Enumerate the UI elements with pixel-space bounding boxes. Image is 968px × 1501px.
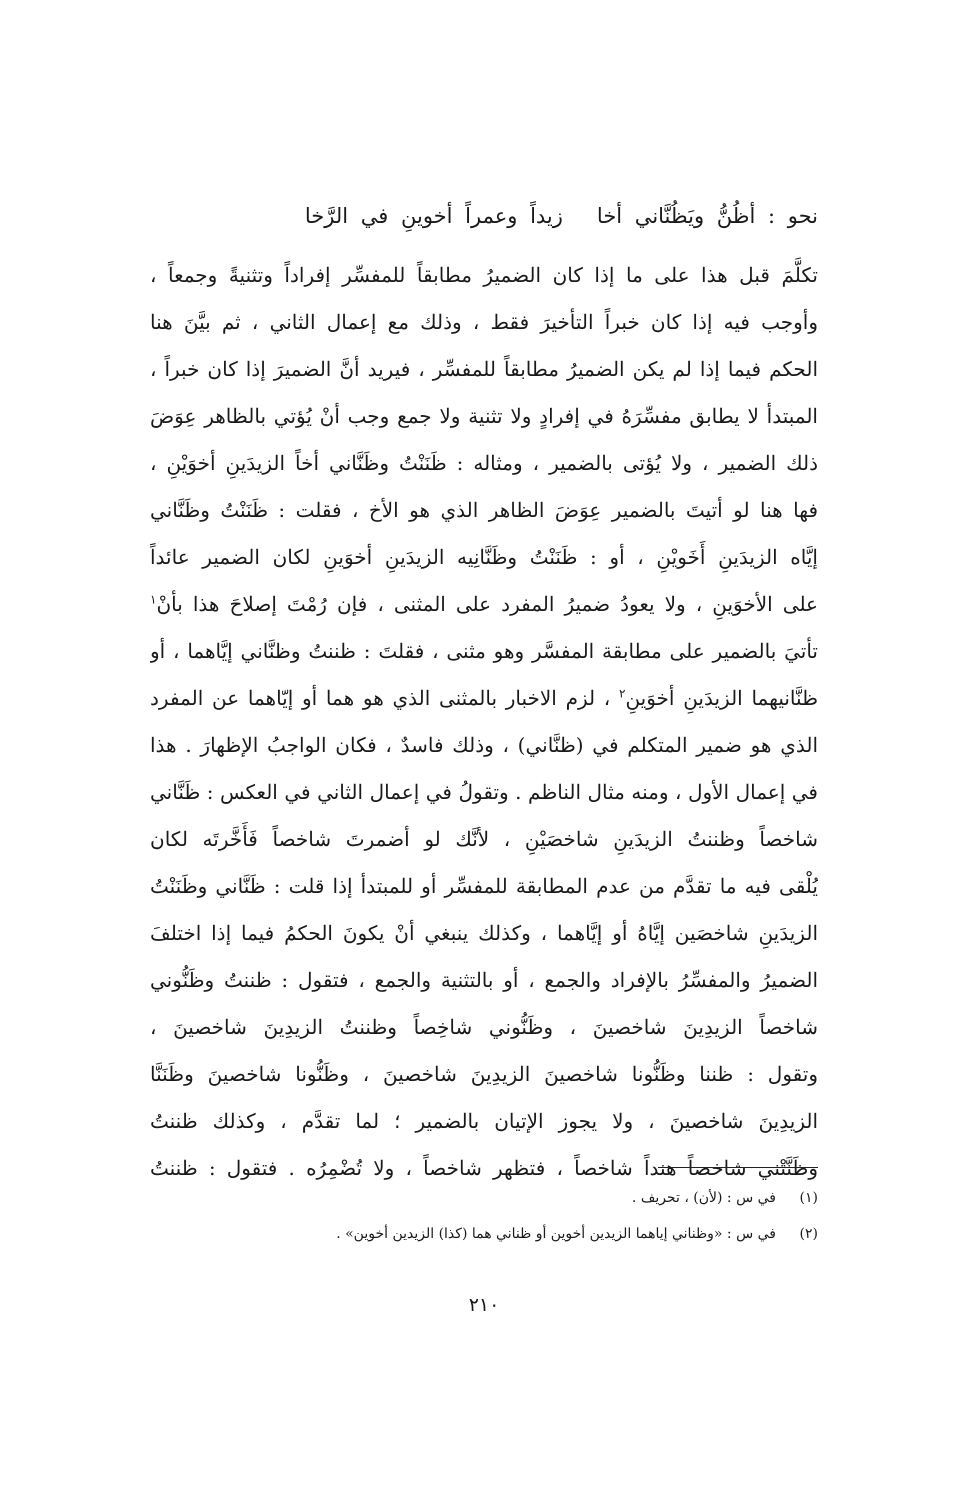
verse-second-hemistich: زيداً وعمراً أخوينِ في الرَّخا [304,204,563,228]
text-line: في إعمال الأول ، ومنه مثال الناظم . وتقولُ في إعمال الثاني في العكس : ظَنَّاني [150,780,818,804]
text-line: الذي هو ضمير المتكلم في (ظنَّاني) ، وذلك فاسدٌ ، فكان الواجبُ الإظهارَ . هذا [150,733,818,757]
footnote-1 [150,1180,818,1216]
footnotes [150,1180,818,1252]
footnote-marker-2: ٢ [618,686,626,701]
text-line: وظَنَّتْني شاخصاً هنداً شاخصاً ، فتظهر شاخصاً ، ولا تُضْمِرُه . فتقول : ظننتُ [150,1156,818,1180]
footnote-text: في س : (لأن) ، تحريف . [631,1190,776,1206]
text-line-with-note-1 [150,581,818,628]
footnote-separator [658,1167,818,1168]
text-line: وأوجب فيه إذا كان خبراً التأخيرَ فقط ، وذلك مع إعمال الثاني ، ثم بيَّنَ هنا [150,310,818,334]
footnote-2 [150,1216,818,1252]
text-line-content: ظنَّانيهما الزيدَينِ أخوَينِ$^٢$ ، لزم الاخبار بالمثنى الذي هو هما أو إيّاهما عن المفرد [150,686,818,710]
text-line: الضميرُ والمفسِّرُ بالإفراد والجمع ، أو بالتثنية والجمع ، فتقول : ظننتُ وظَنُّوني [150,968,818,992]
text-line: الزيدَينِ شاخصَين إيَّاهُ أو إيَّاهما ، وكذلك ينبغي أنْ يكونَ الحكمُ فيما إذا اختلفَ [150,921,818,945]
footnote-number: (٢) [799,1226,818,1242]
text-line: ذلك الضمير ، ولا يُؤتى بالضمير ، ومثاله : ظَنَنْتُ وظَنَّاني أخاً الزيدَينِ أخوَيْنِ ، [150,451,818,475]
text-line: إيَّاه الزيدَينِ أَخَويْنِ ، أو : ظَنَنْتُ وظَنَّانِيه الزيدَينِ أخوَينِ لكان الضمير عائداً [150,545,818,569]
text-line: الزيدِينَ شاخصينَ ، ولا يجوز الإتيان بالضمير ؛ لما تقدَّم ، وكذلك ظننتُ [150,1109,818,1133]
main-text [150,252,818,1192]
text-line: شاخصاً الزيدِينَ شاخصينَ ، وظَنُّوني شاخِصاً وظننتُ الزيدِينَ شاخصينَ ، [150,1015,818,1039]
verse-first-hemistich: نحو : أظُنُّ ويَظُنَّاني أخا [596,204,818,228]
text-line: المبتدأ لا يطابق مفسِّرَهُ في إفرادٍ ولا تثنية ولا جمع وجب أنْ يُؤتي بالظاهر عِوَضَ [150,404,818,428]
page-number: ٢١٠ [468,1294,500,1316]
poetry-verse [178,198,818,234]
footnote-text: في س : «وظناني إياهما الزيدين أخوين أو ظناني هما (كذا) الزيدين أخوين» . [336,1226,776,1242]
text-line: تكلَّمَ قبل هذا على ما إذا كان الضميرُ مطابقاً للمفسِّر إفراداً وتثنيةً وجمعاً ، [150,263,818,287]
text-line: فها هنا لو أتيتَ بالضمير عِوَضَ الظاهر الذي هو الأخ ، فقلت : ظَنَنْتُ وظَنَّاني [150,498,818,522]
text-line: شاخصاً وظننتُ الزيدَينِ شاخصَيْنِ ، لأنَّك لو أضمرتَ شاخصاً فَأَخَّرتَه لكان [150,827,818,851]
text-line-with-note-2 [150,675,818,722]
text-line: الحكم فيما إذا لم يكن الضميرُ مطابقاً للمفسِّر ، فيريد أنَّ الضميرَ إذا كان خبراً ، [150,357,818,381]
text-line: يُلْقى فيه ما تقدَّم من عدم المطابقة للمفسِّر أو للمبتدأ إذا قلت : ظَنَّاني وظَنَنْتُ [150,874,818,898]
footnote-marker-1: ١ [150,592,157,607]
text-line: تأتيَ بالضمير على مطابقة المفسَّر وهو مثنى ، فقلتَ : ظننتُ وظنَّاني إيَّاهما ، أو [150,639,818,663]
footnote-number: (١) [799,1190,818,1206]
text-line-content: على الأخوَينِ ، ولا يعودُ ضميرُ المفرد على المثنى ، فإن رُمْتَ إصلاحَ هذا بأنْ [156,592,818,616]
text-line: وتقول : ظننا وظَنُّونا شاخصينَ الزيدِينَ شاخصينَ ، وظَنُّونا شاخصينَ وظَنَنَّا [150,1062,818,1086]
